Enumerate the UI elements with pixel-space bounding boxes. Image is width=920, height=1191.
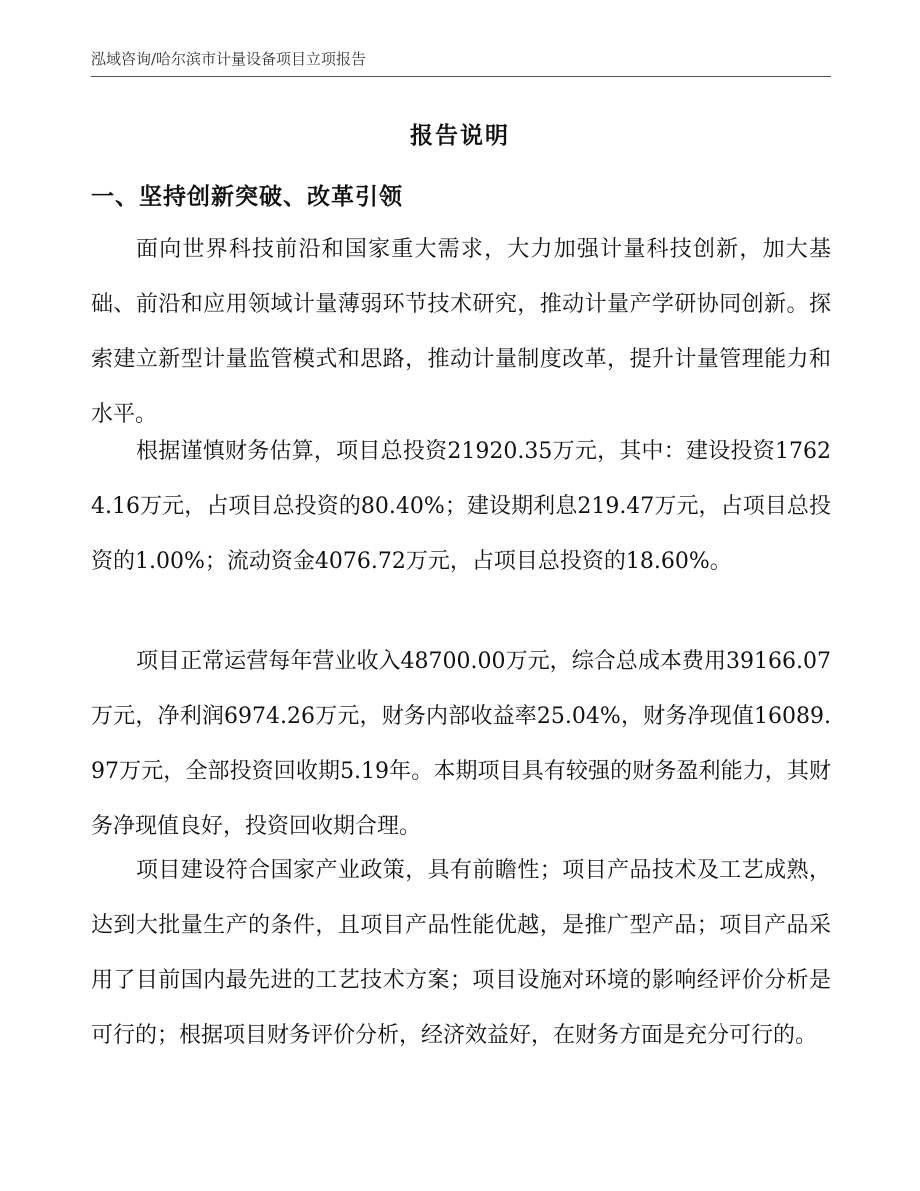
section-heading: 一、坚持创新突破、改革引领	[91, 183, 403, 210]
paragraph-investment: 根据谨慎财务估算，项目总投资21920.35万元，其中：建设投资17624.16万元，占项目总投资的80.40%；建设期利息219.47万元，占项目总投资的1.00%；流动资金4076.72万元，占项目总投资的18.60%。	[91, 439, 831, 574]
paragraph-feasibility: 项目建设符合国家产业政策，具有前瞻性；项目产品技术及工艺成熟，达到大批量生产的条件，且项目产品性能优越，是推广型产品；项目产品采用了目前国内最先进的工艺技术方案；项目设施对环境的影响经评价分析是可行的；根据项目财务评价分析，经济效益好，在财务方面是充分可行的。	[91, 858, 831, 1048]
header-divider	[91, 76, 831, 77]
page-title: 报告说明	[410, 122, 510, 149]
paragraph-innovation: 面向世界科技前沿和国家重大需求，大力加强计量科技创新，加大基础、前沿和应用领域计量薄弱环节技术研究，推动计量产学研协同创新。探索建立新型计量监管模式和思路，推动计量制度改革，提升计量管理能力和水平。	[91, 237, 831, 427]
page-header: 泓域咨询/哈尔滨市计量设备项目立项报告	[91, 50, 367, 68]
paragraph-financials: 项目正常运营每年营业收入48700.00万元，综合总成本费用39166.07万元，净利润6974.26万元，财务内部收益率25.04%，财务净现值16089.97万元，全部投资回收期5.19年。本期项目具有较强的财务盈利能力，其财务净现值良好，投资回收期合理。	[91, 649, 831, 839]
